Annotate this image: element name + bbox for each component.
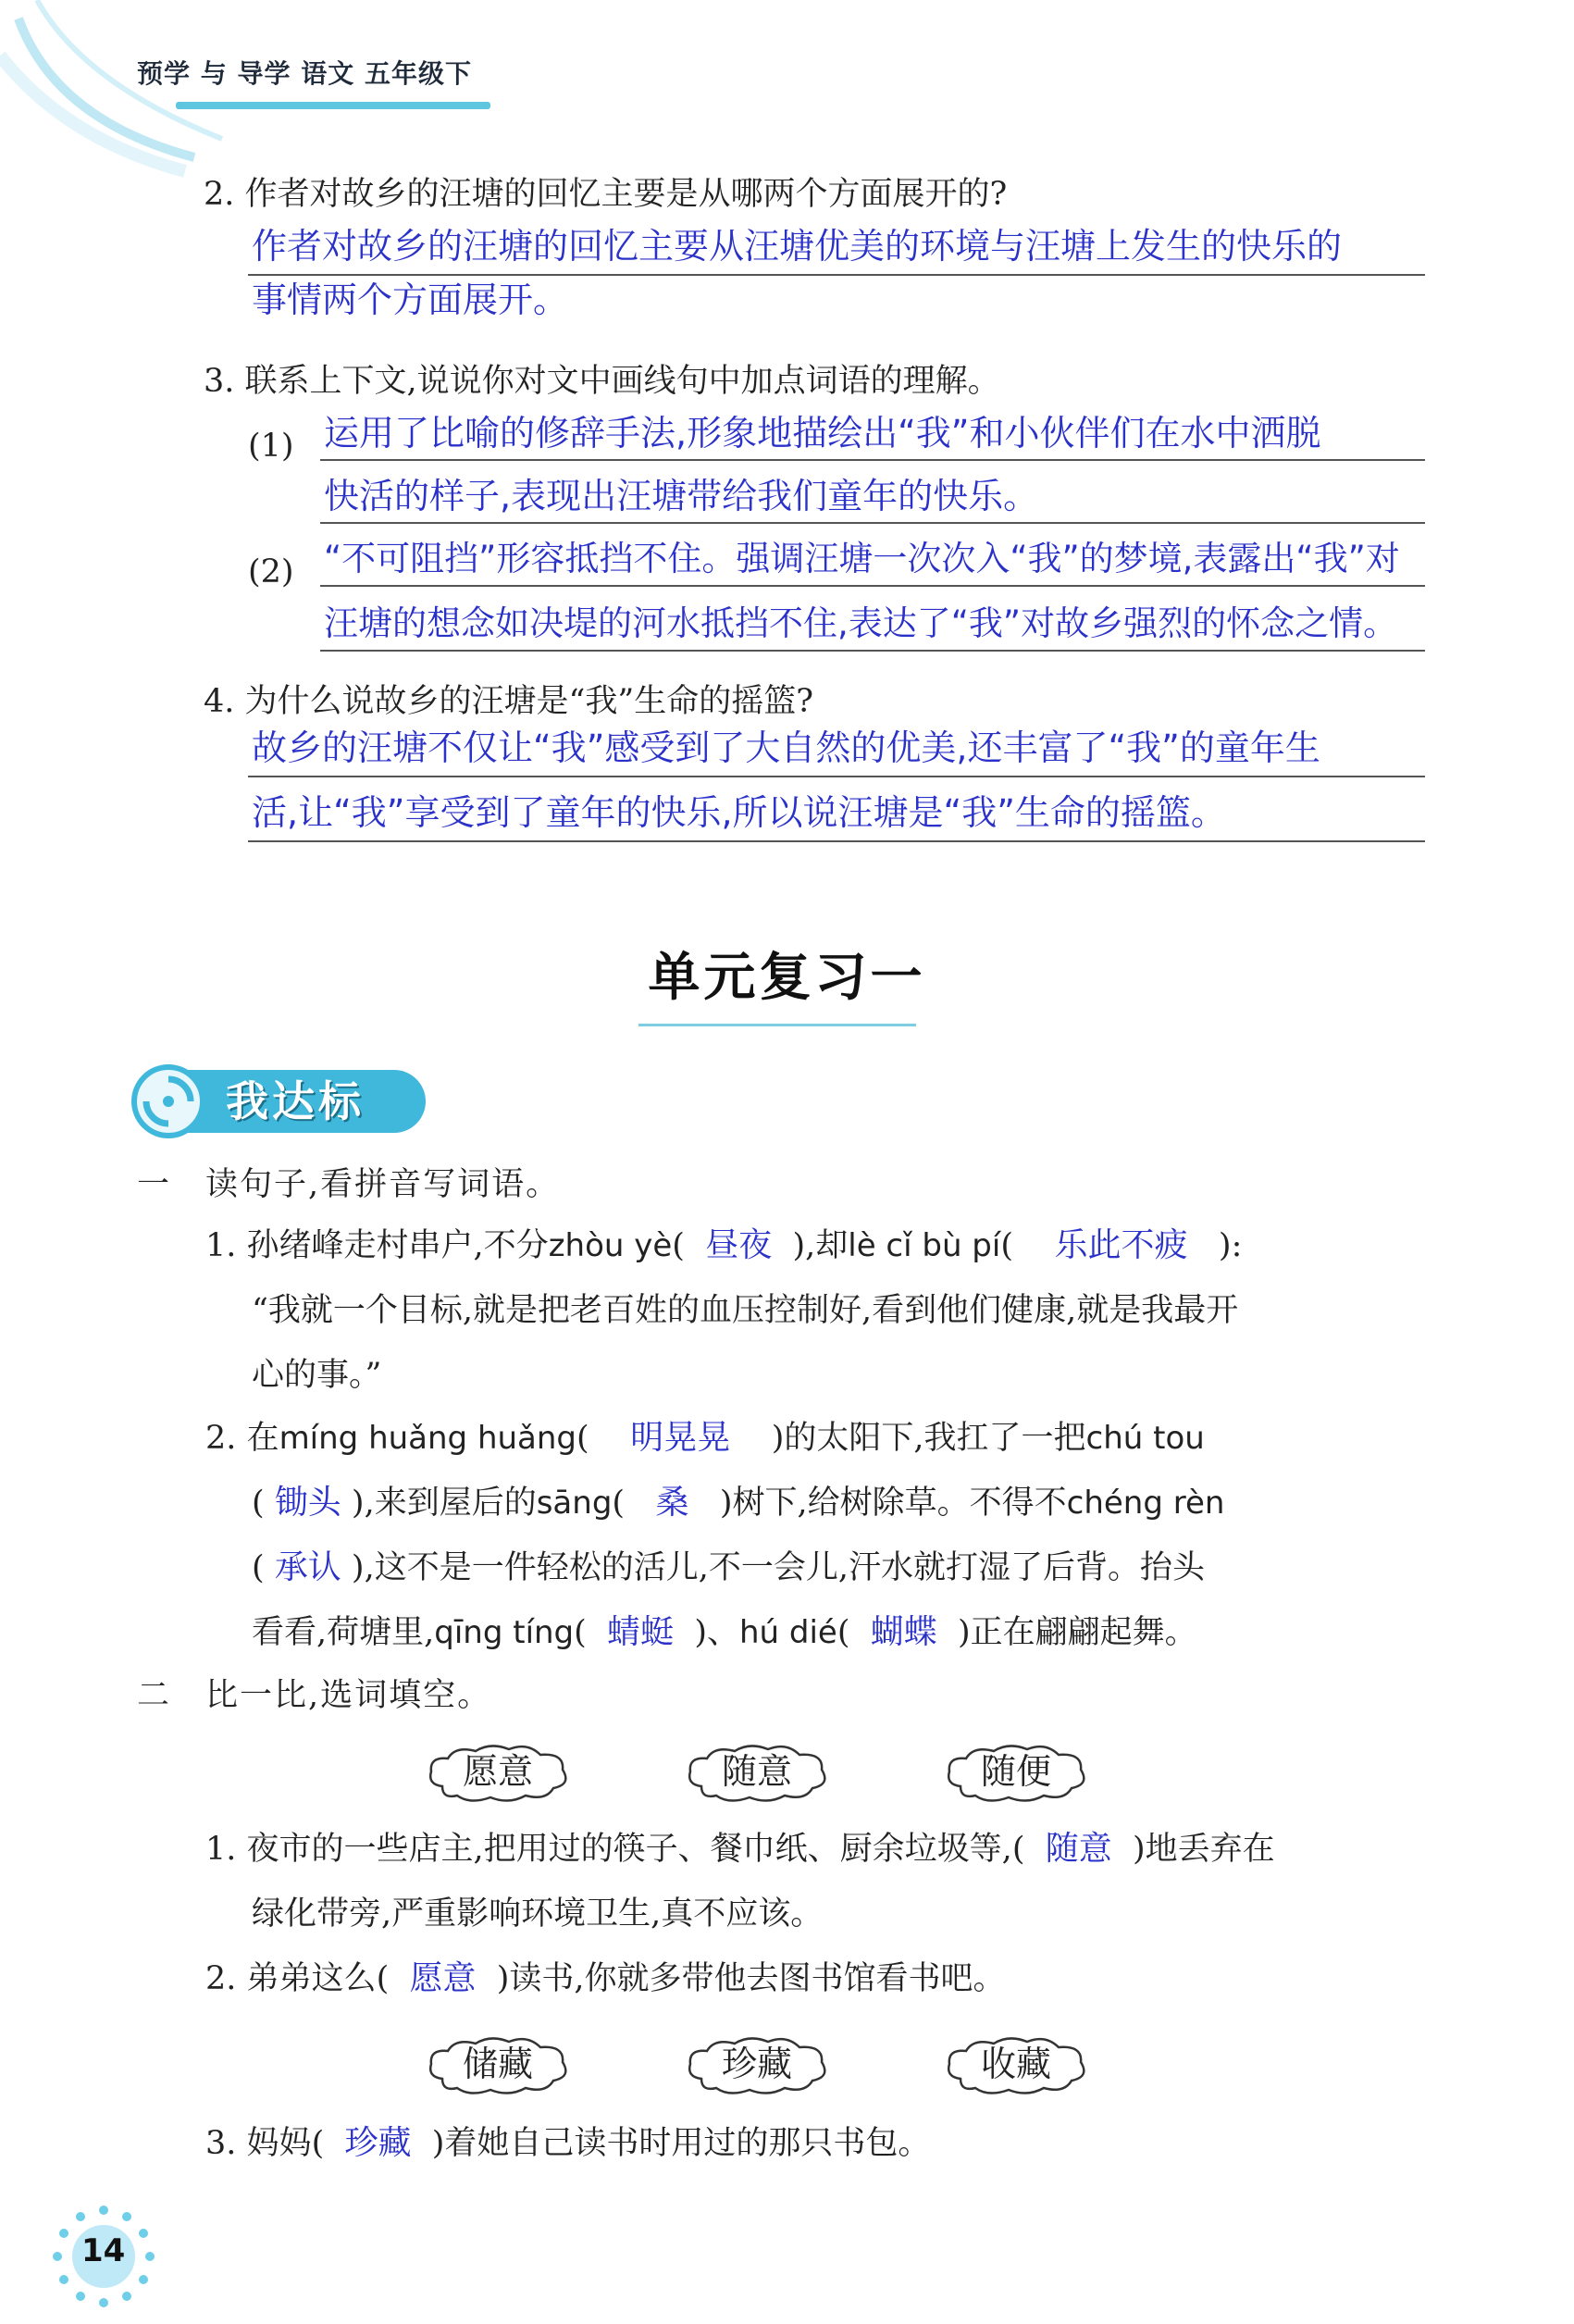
- part-2-item-2: 2. 弟弟这么( 愿意 )读书,你就多带他去图书馆看书吧。: [205, 1959, 1006, 1997]
- fill-blank-answer: 桑: [655, 1484, 689, 1522]
- question-3: 3. 联系上下文,说说你对文中画线句中加点词语的理解。: [204, 363, 1000, 400]
- part-1-number: 一: [137, 1166, 170, 1203]
- header-underline-bar: [176, 102, 490, 109]
- answer-line: [320, 650, 1425, 652]
- fill-blank-answer: 蜻蜓: [607, 1613, 675, 1651]
- word-choice: 随便: [980, 1751, 1051, 1792]
- part-1-item-1-line-1: 1. 孙绪峰走村串户,不分zhòu yè( 昼夜 ),却lè cǐ bù pí( 乐此不疲 ):: [205, 1226, 1243, 1264]
- word-choice: 储藏: [462, 2044, 533, 2084]
- answer-4-line-1: 故乡的汪塘不仅让“我”感受到了大自然的优美,还丰富了“我”的童年生: [252, 727, 1320, 768]
- header-title: 预学 与 导学 语文 五年级下: [137, 58, 472, 89]
- answer-3-2-line-1: “不可阻挡”形容抵挡不住。强调汪塘一次次入“我”的梦境,表露出“我”对: [324, 539, 1400, 578]
- fill-blank-answer: 蝴蝶: [870, 1613, 937, 1651]
- fill-blank-answer: 乐此不疲: [1054, 1226, 1188, 1264]
- sub-label-1: (1): [248, 428, 294, 465]
- answer-3-1-line-1: 运用了比喻的修辞手法,形象地描绘出“我”和小伙伴们在水中洒脱: [324, 413, 1321, 454]
- header-swoosh-decoration: [0, 0, 241, 185]
- part-1-item-2-line-1: 2. 在míng huǎng huǎng( 明晃晃 )的太阳下,我扛了一把chú tou: [205, 1419, 1205, 1457]
- answer-line: [248, 776, 1425, 777]
- fill-blank-answer: 珍藏: [344, 2124, 412, 2162]
- fill-blank-answer: 承认: [274, 1548, 341, 1586]
- word-choice: 收藏: [980, 2044, 1051, 2084]
- word-cloud-5: [683, 2032, 831, 2097]
- part-2-heading: 比一比,选词填空。: [205, 1677, 492, 1714]
- badge-label: 我达标: [226, 1076, 365, 1126]
- word-choice: 珍藏: [721, 2044, 792, 2084]
- word-cloud-1: [424, 1740, 572, 1805]
- part-2-number: 二: [137, 1677, 170, 1714]
- part-2-item-3: 3. 妈妈( 珍藏 )着她自己读书时用过的那只书包。: [205, 2124, 931, 2162]
- word-choice: 随意: [721, 1751, 792, 1792]
- answer-2-line-1: 作者对故乡的汪塘的回忆主要从汪塘优美的环境与汪塘上发生的快乐的: [252, 226, 1343, 267]
- fill-blank-answer: 愿意: [409, 1959, 477, 1997]
- part-1-item-2-line-2: ( 锄头 ),来到屋后的sāng( 桑 )树下,给树除草。不得不chéng rèn: [252, 1484, 1225, 1522]
- sub-label-2: (2): [248, 553, 294, 590]
- part-1-item-1-line-3: 心的事。”: [252, 1357, 382, 1394]
- fill-blank-answer: 昼夜: [705, 1226, 773, 1264]
- question-2: 2. 作者对故乡的汪塘的回忆主要是从哪两个方面展开的?: [204, 176, 1008, 213]
- unit-title: 单元复习一: [648, 948, 926, 1008]
- answer-line: [320, 585, 1425, 587]
- page-number: 14: [81, 2232, 126, 2269]
- question-4: 4. 为什么说故乡的汪塘是“我”生命的摇篮?: [204, 683, 814, 720]
- word-cloud-2: [683, 1740, 831, 1805]
- part-1-item-2-line-3: ( 承认 ),这不是一件轻松的活儿,不一会儿,汗水就打湿了后背。抬头: [252, 1548, 1205, 1586]
- part-1-heading: 读句子,看拼音写词语。: [205, 1166, 561, 1203]
- answer-3-2-line-2: 汪塘的想念如决堤的河水抵挡不住,表达了“我”对故乡强烈的怀念之情。: [324, 603, 1398, 643]
- fill-blank-answer: 锄头: [274, 1484, 341, 1522]
- part-2-item-1-line-2: 绿化带旁,严重影响环境卫生,真不应该。: [252, 1895, 824, 1933]
- word-cloud-4: [424, 2032, 572, 2097]
- word-cloud-6: [942, 2032, 1090, 2097]
- part-2-item-1-line-1: 1. 夜市的一些店主,把用过的筷子、餐巾纸、厨余垃圾等,( 随意 )地丢弃在: [205, 1830, 1275, 1868]
- answer-line: [320, 459, 1425, 461]
- unit-title-underline: [638, 1024, 916, 1026]
- answer-2-line-2: 事情两个方面展开。: [252, 280, 569, 320]
- part-1-item-2-line-4: 看看,荷塘里,qīng tíng( 蜻蜓 )、hú dié( 蝴蝶 )正在翩翩起舞。: [252, 1613, 1197, 1651]
- answer-line: [320, 522, 1425, 524]
- part-1-item-1-line-2: “我就一个目标,就是把老百姓的血压控制好,看到他们健康,就是我最开: [252, 1292, 1239, 1329]
- fill-blank-answer: 明晃晃: [630, 1419, 731, 1457]
- fill-blank-answer: 随意: [1045, 1830, 1112, 1868]
- word-cloud-3: [942, 1740, 1090, 1805]
- answer-3-1-line-2: 快活的样子,表现出汪塘带给我们童年的快乐。: [324, 476, 1039, 516]
- answer-4-line-2: 活,让“我”享受到了童年的快乐,所以说汪塘是“我”生命的摇篮。: [252, 792, 1226, 833]
- section-badge: [131, 1064, 426, 1138]
- answer-line: [248, 840, 1425, 842]
- badge-swirl-icon: [131, 1064, 205, 1138]
- word-choice: 愿意: [462, 1751, 533, 1792]
